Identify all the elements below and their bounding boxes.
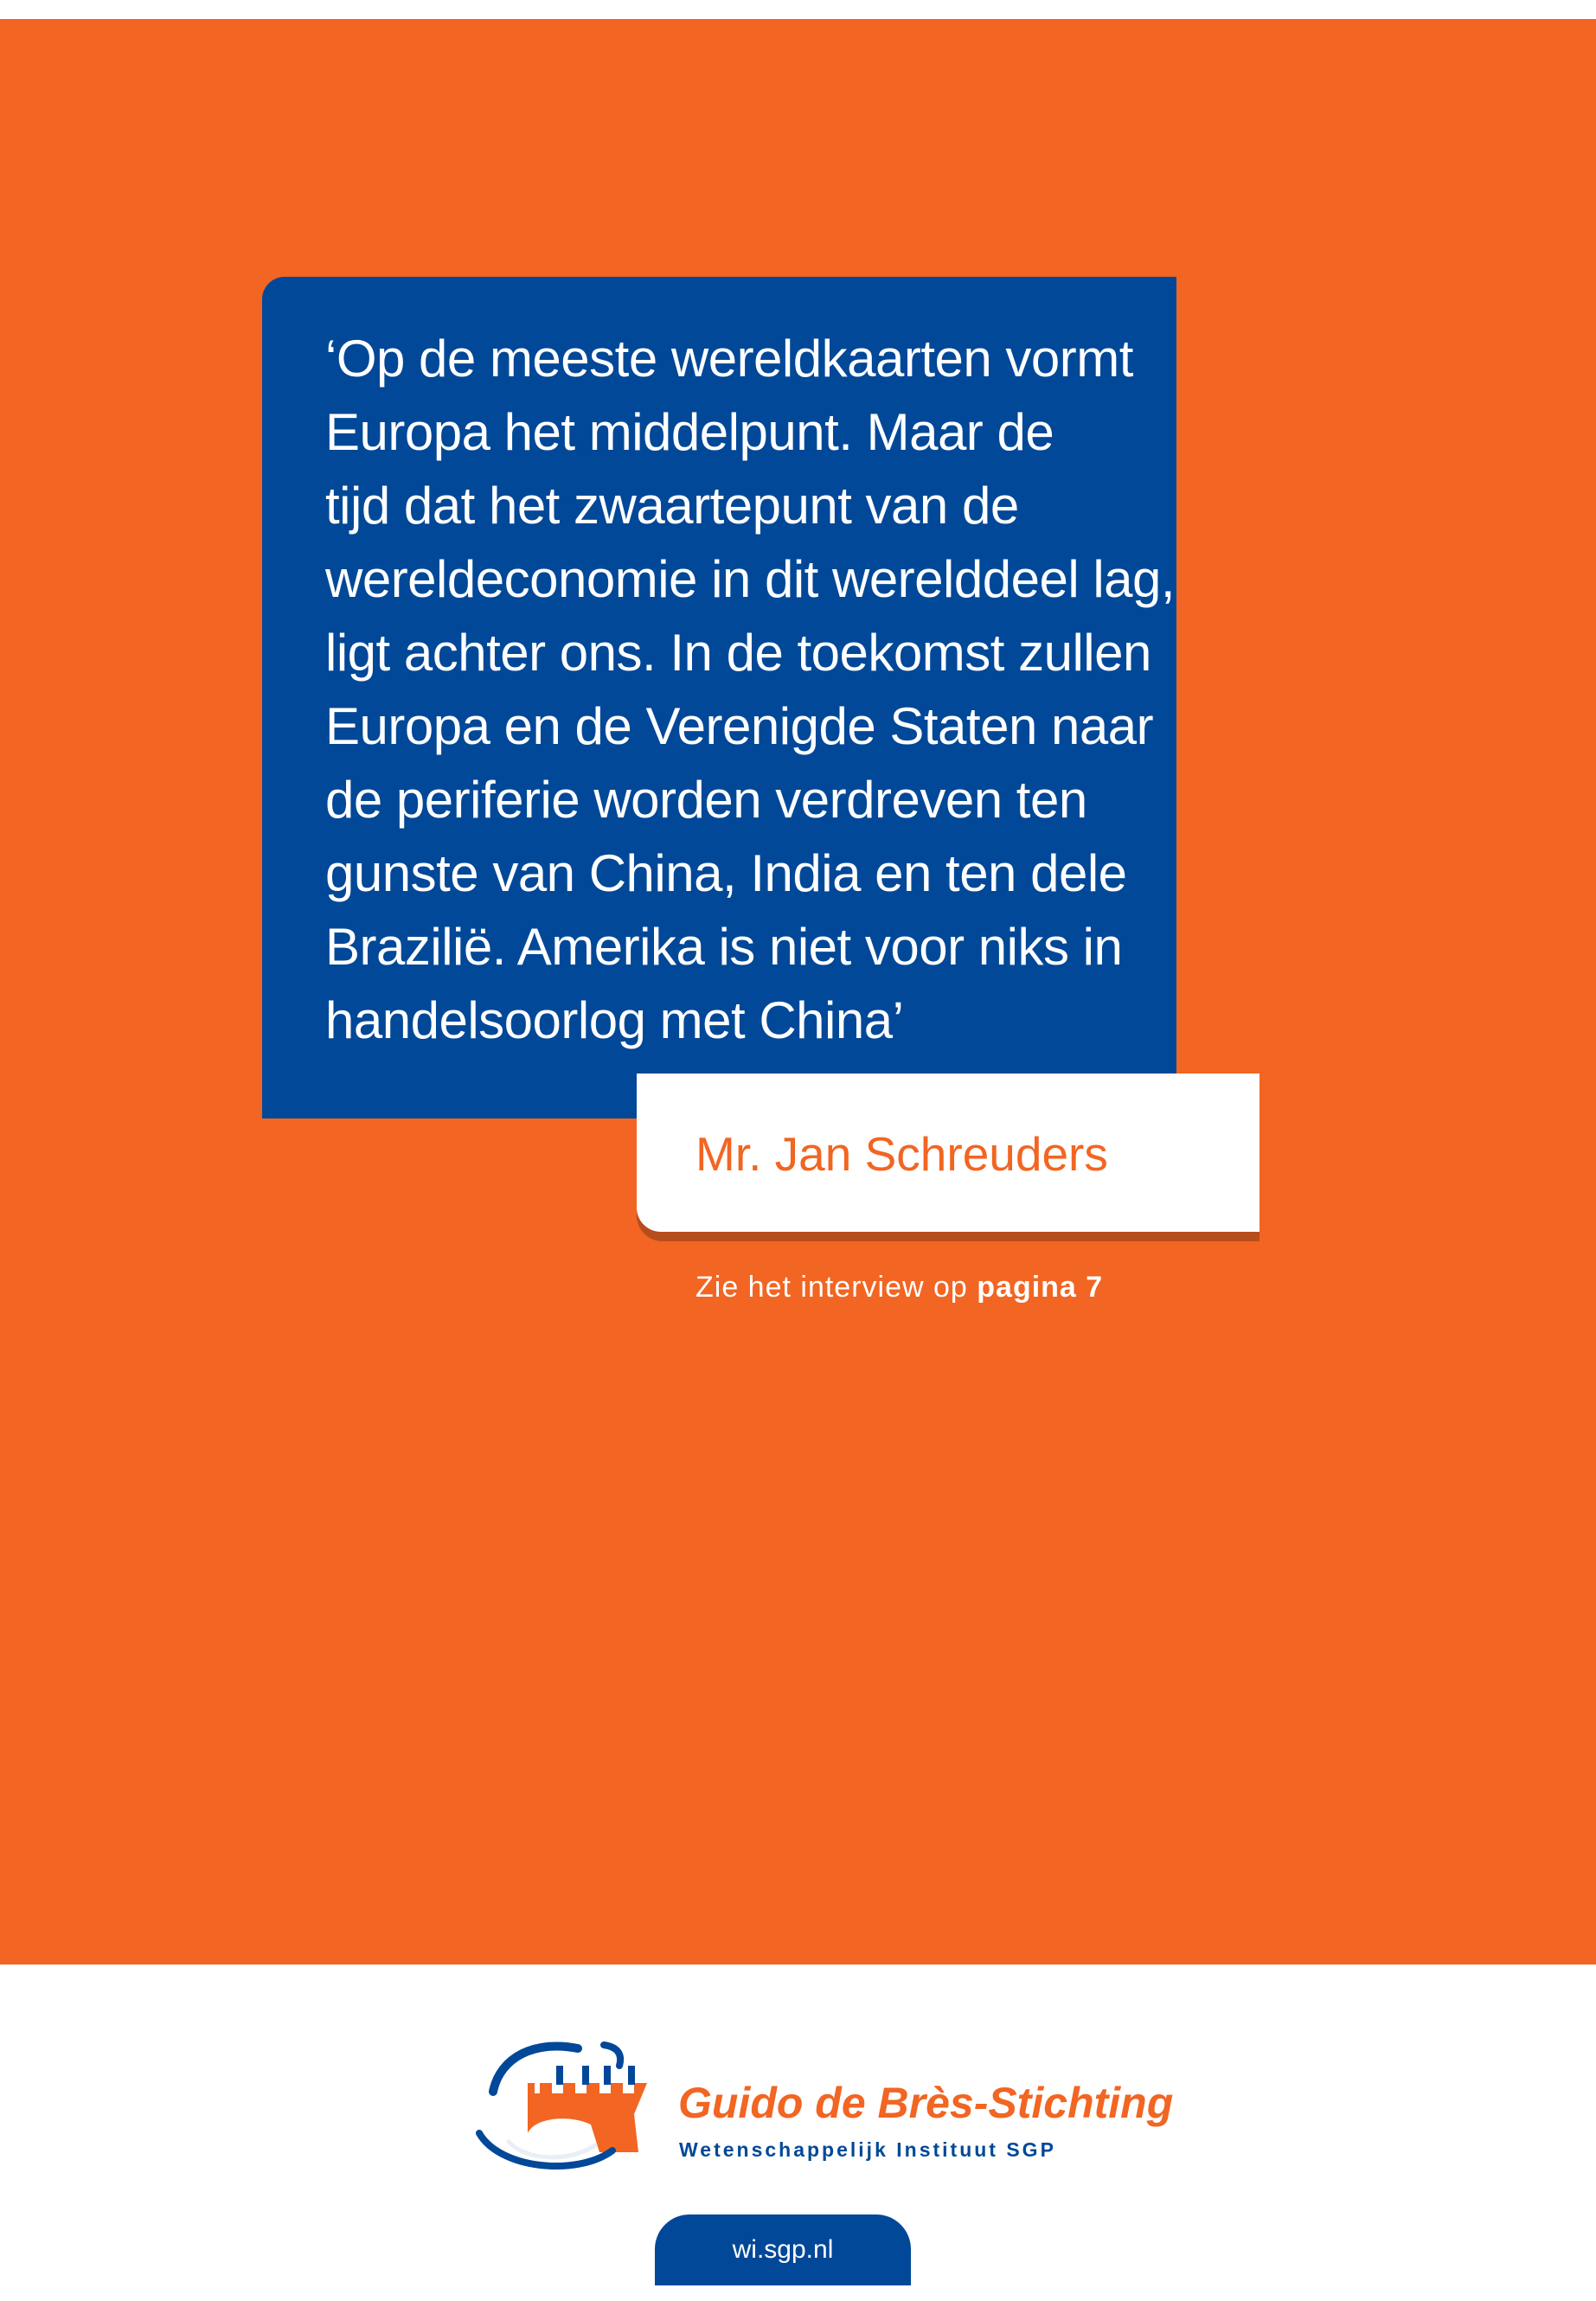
quote-line: handelsoorlog met China’ xyxy=(325,991,904,1049)
quote-line: de periferie worden verdreven ten xyxy=(325,771,1087,829)
quote-line: Europa het middelpunt. Maar de xyxy=(325,403,1054,461)
quote-line: Europa en de Verenigde Staten naar xyxy=(325,697,1154,755)
quote-line: wereldeconomie in dit werelddeel lag, xyxy=(325,550,1176,608)
foundation-logo xyxy=(474,2031,1174,2178)
quote-line: gunste van China, India en ten dele xyxy=(325,844,1127,902)
author-name: Mr. Jan Schreuders xyxy=(695,1127,1108,1181)
interview-page: pagina 7 xyxy=(977,1271,1104,1304)
quote-line: Brazilië. Amerika is niet voor niks in xyxy=(325,918,1123,976)
author-box xyxy=(637,1074,1259,1232)
interview-reference xyxy=(695,1268,1103,1306)
website-url[interactable]: wi.sgp.nl xyxy=(655,2214,911,2285)
castle-emblem-icon xyxy=(474,2031,673,2178)
quote-line: ligt achter ons. In de toekomst zullen xyxy=(325,624,1151,682)
quote-line: tijd dat het zwaartepunt van de xyxy=(325,477,1019,535)
orange-background-panel xyxy=(0,19,1596,1965)
quote-line: ‘Op de meeste wereldkaarten vormt xyxy=(325,330,1133,388)
logo-title: Guido de Brès-Stichting xyxy=(678,2079,1174,2127)
logo-subtitle: Wetenschappelijk Instituut SGP xyxy=(679,2138,1056,2161)
quote-text xyxy=(325,322,1176,1057)
interview-prefix: Zie het interview op xyxy=(695,1271,977,1304)
quote-box xyxy=(262,277,1176,1118)
